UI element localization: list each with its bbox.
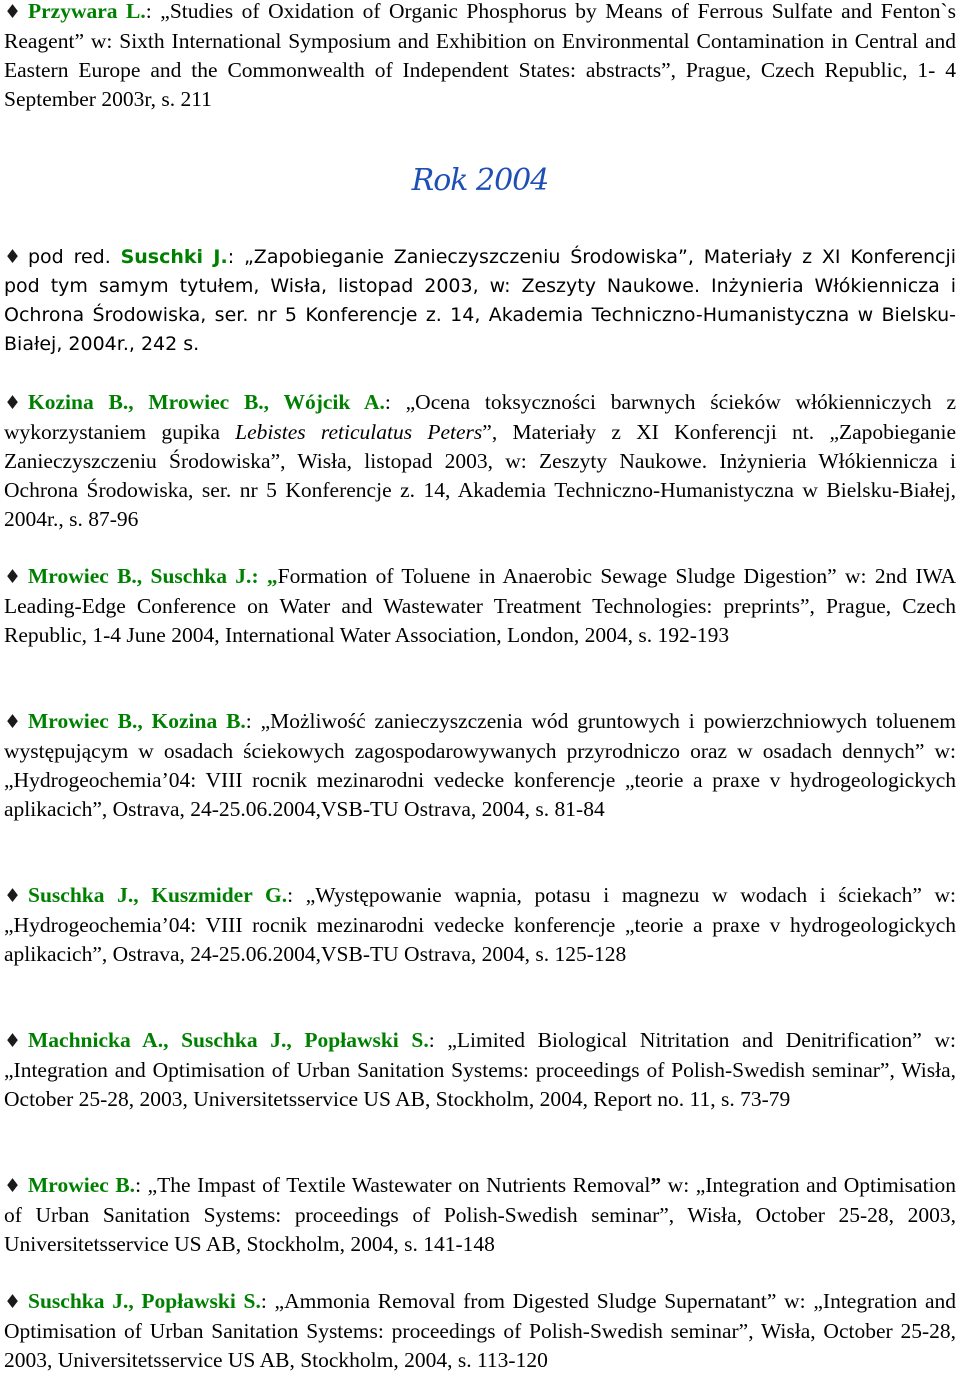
- bibliography-entry: [4, 243, 956, 359]
- entry-text-continued: ”, Materiały z XI Konferencji nt. „Zapobieganie Zanieczyszczeniu Środowiska”, Wisła, listopad 2003, w: Zeszyty Naukowe. Inżynieria Włókiennicza i Ochrona Środowiska, ser. nr 5 Konferencje z. 14, Akademia Techniczno-Humanistyczna w Bielsku-Białej, 2004r., s. 87-96: [4, 420, 956, 531]
- entry-authors: Suschka J., Kuszmider G.: [28, 883, 288, 907]
- entry-open-quote: : „: [251, 564, 278, 588]
- entry-authors: Machnicka A., Suschka J., Popławski S.: [28, 1028, 429, 1052]
- entry-text: : „Limited Biological Nitritation and Denitrification” w: „Integration and Optimisation of Urban Sanitation Systems: proceedings of Polish-Swedish seminar”, Wisła, October 25-28, 2003, Universitetsservice US AB, Stockholm, 2004, Report no. 11, s. 73-79: [4, 1028, 956, 1111]
- entry-authors: Suschki J.: [120, 246, 228, 268]
- entry-text: : „Ocena toksyczności barwnych ścieków włókienniczych z wykorzystaniem gupika: [4, 390, 956, 444]
- bibliography-entry: [4, 1287, 956, 1375]
- entry-text: : „Występowanie wapnia, potasu i magnezu w wodach i ściekach” w: „Hydrogeochemia’04: VIII rocnik mezinarodni vedecke konferencje „teorie a praxe v hydrogeologickych aplikacich”, Ostrava, 24-25.06.2004,VSB-TU Ostrava, 2004, s. 125-128: [4, 883, 956, 966]
- bibliography-entry: [4, 1171, 956, 1259]
- diamond-bullet-icon: ♦: [4, 1, 22, 23]
- diamond-bullet-icon: ♦: [4, 1175, 22, 1197]
- entry-authors: Mrowiec B., Kozina B.: [28, 709, 246, 733]
- section-heading: Rok 2004: [411, 163, 549, 198]
- entry-text: : „Zapobieganie Zanieczyszczeniu Środowiska”, Materiały z XI Konferencji pod tym samym tytułem, Wisła, listopad 2003, w: Zeszyty Naukowe. Inżynieria Włókiennicza i Ochrona Środowiska, ser. nr 5 Konferencje z. 14, Akademia Techniczno-Humanistyczna w Bielsku-Białej, 2004r., 242 s.: [4, 246, 957, 355]
- bibliography-entry: [4, 562, 956, 650]
- bibliography-entry: [4, 1026, 956, 1114]
- entry-bold-quote: ”: [650, 1173, 662, 1197]
- bibliography-entry: [4, 881, 956, 969]
- bibliography-entry: [4, 0, 956, 114]
- diamond-bullet-icon: ♦: [4, 885, 22, 907]
- entry-text: : „Ammonia Removal from Digested Sludge Supernatant” w: „Integration and Optimisation of Urban Sanitation Systems: proceedings of Polish-Swedish seminar”, Wisła, October 25-28, 2003, Universitetsservice US AB, Stockholm, 2004, s. 113-120: [4, 1289, 956, 1372]
- entry-prefix: pod red.: [28, 246, 121, 268]
- diamond-bullet-icon: ♦: [4, 1291, 22, 1313]
- diamond-bullet-icon: ♦: [4, 711, 22, 733]
- diamond-bullet-icon: ♦: [4, 246, 22, 268]
- entry-text-continued: w: „Integration and Optimisation of Urban Sanitation Systems: proceedings of Polish-Swedish seminar”, Wisła, October 25-28, 2003, Universitetsservice US AB, Stockholm, 2004, s. 141-148: [4, 1173, 957, 1256]
- entry-authors: Przywara L.: [28, 0, 146, 23]
- diamond-bullet-icon: ♦: [4, 566, 22, 588]
- entry-text: : „The Impast of Textile Wastewater on Nutrients Removal: [135, 1173, 651, 1197]
- entry-authors: Kozina B., Mrowiec B., Wójcik A.: [28, 390, 385, 414]
- entry-text: Formation of Toluene in Anaerobic Sewage Sludge Digestion” w: 2nd IWA Leading-Edge Conference on Water and Wastewater Treatment Technologies: preprints”, Prague, Czech Republic, 1-4 June 2004, International Water Association, London, 2004, s. 192-193: [4, 564, 956, 647]
- entry-authors: Suschka J., Popławski S.: [28, 1289, 261, 1313]
- entry-text: : „Możliwość zanieczyszczenia wód gruntowych i powierzchniowych toluenem występującym w osadach ściekowych zagospodarowywanych przyrodniczo oraz w osadach dennych” w: „Hydrogeochemia’04: VIII rocnik mezinarodni vedecke konferencje „teorie a praxe v hydrogeologickych aplikacich”, Ostrava, 24-25.06.2004,VSB-TU Ostrava, 2004, s. 81-84: [4, 709, 956, 821]
- entry-authors: Mrowiec B., Suschka J.: [28, 564, 252, 588]
- bibliography-entry: [4, 707, 956, 824]
- diamond-bullet-icon: ♦: [4, 1030, 22, 1052]
- entry-italic-text: Lebistes reticulatus Peters: [235, 420, 483, 444]
- diamond-bullet-icon: ♦: [4, 392, 22, 414]
- bibliography-entry: [4, 388, 956, 534]
- entry-text: : „Studies of Oxidation of Organic Phosphorus by Means of Ferrous Sulfate and Fenton`s Reagent” w: Sixth International Symposium and Exhibition on Environmental Contamination in Central and Eastern Europe and the Commonwealth of Independent States: abstracts”, Prague, Czech Republic, 1- 4 September 2003r, s. 211: [4, 0, 956, 111]
- entry-authors: Mrowiec B.: [28, 1173, 136, 1197]
